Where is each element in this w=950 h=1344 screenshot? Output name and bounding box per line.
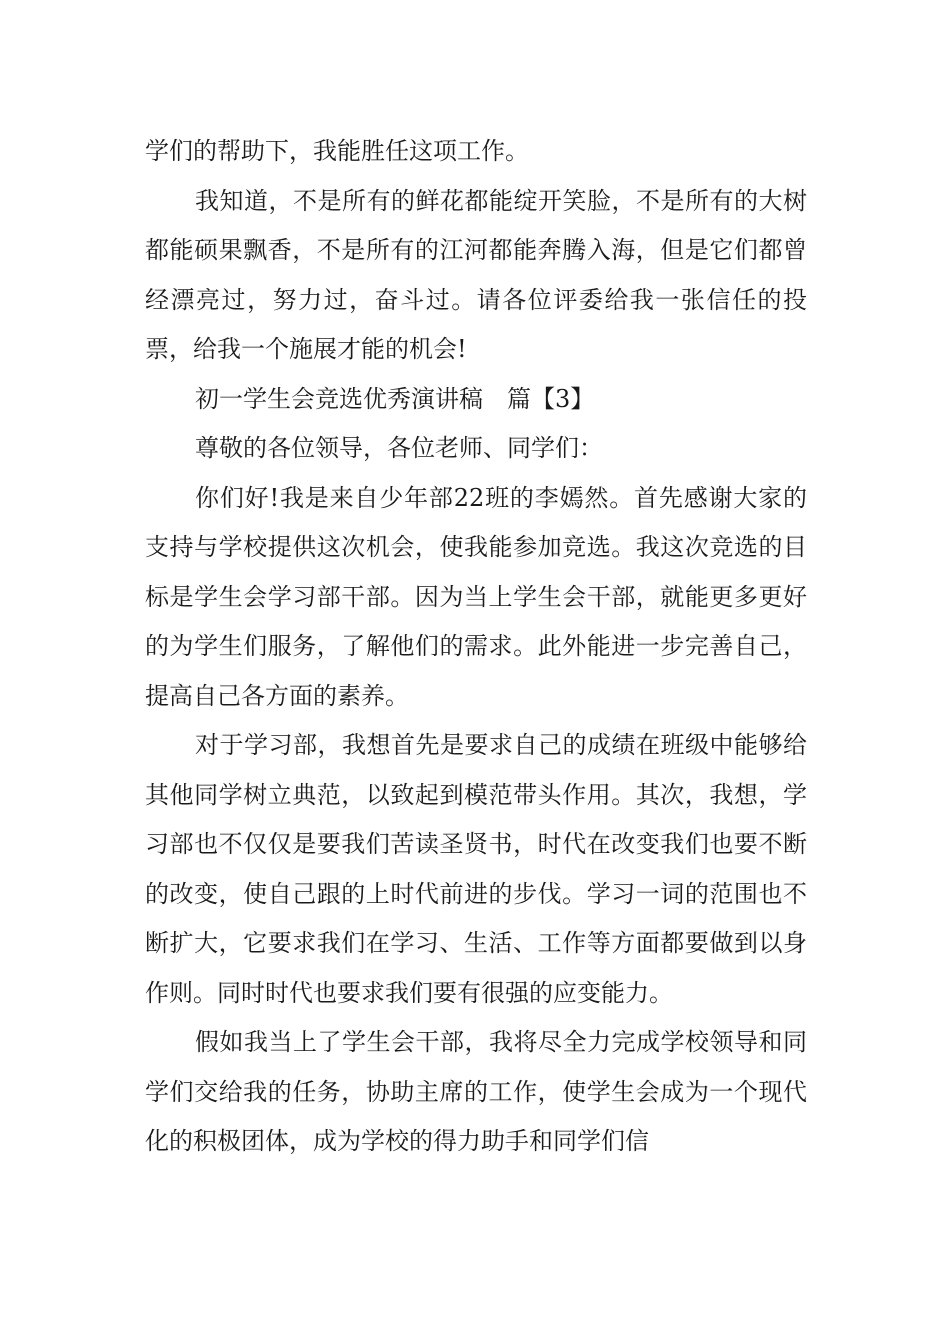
paragraph-1: 学们的帮助下，我能胜任这项工作。 (145, 137, 529, 165)
document-page (145, 127, 807, 1167)
paragraph-5: 你们好!我是来自少年部22班的李嫣然。首先感谢大家的支持与学校提供这次机会，使我能参加竞选。我这次竞选的目标是学生会学习部干部。因为当上学生会干部，就能更多更好的为学生们服务，了解他们的需求。此外能进一步完善自己，提高自己各方面的素养。 (145, 483, 807, 710)
paragraph-7: 假如我当上了学生会干部，我将尽全力完成学校领导和同学们交给我的任务，协助主席的工作，使学生会成为一个现代化的积极团体，成为学校的得力助手和同学们信 (145, 1028, 807, 1155)
paragraph-2: 我知道，不是所有的鲜花都能绽开笑脸，不是所有的大树都能硕果飘香，不是所有的江河都能奔腾入海，但是它们都曾经漂亮过，努力过，奋斗过。请各位评委给我一张信任的投票，给我一个施展才能的机会! (145, 186, 807, 363)
salutation: 尊敬的各位领导，各位老师、同学们： (195, 434, 603, 462)
section-heading: 初一学生会竞选优秀演讲稿 篇【3】 (195, 384, 595, 413)
paragraph-6: 对于学习部，我想首先是要求自己的成绩在班级中能够给其他同学树立典范，以致起到模范带头作用。其次，我想，学习部也不仅仅是要我们苦读圣贤书，时代在改变我们也要不断的改变，使自己跟的上时代前进的步伐。学习一词的范围也不断扩大，它要求我们在学习、生活、工作等方面都要做到以身作则。同时时代也要求我们要有很强的应变能力。 (145, 731, 807, 1007)
